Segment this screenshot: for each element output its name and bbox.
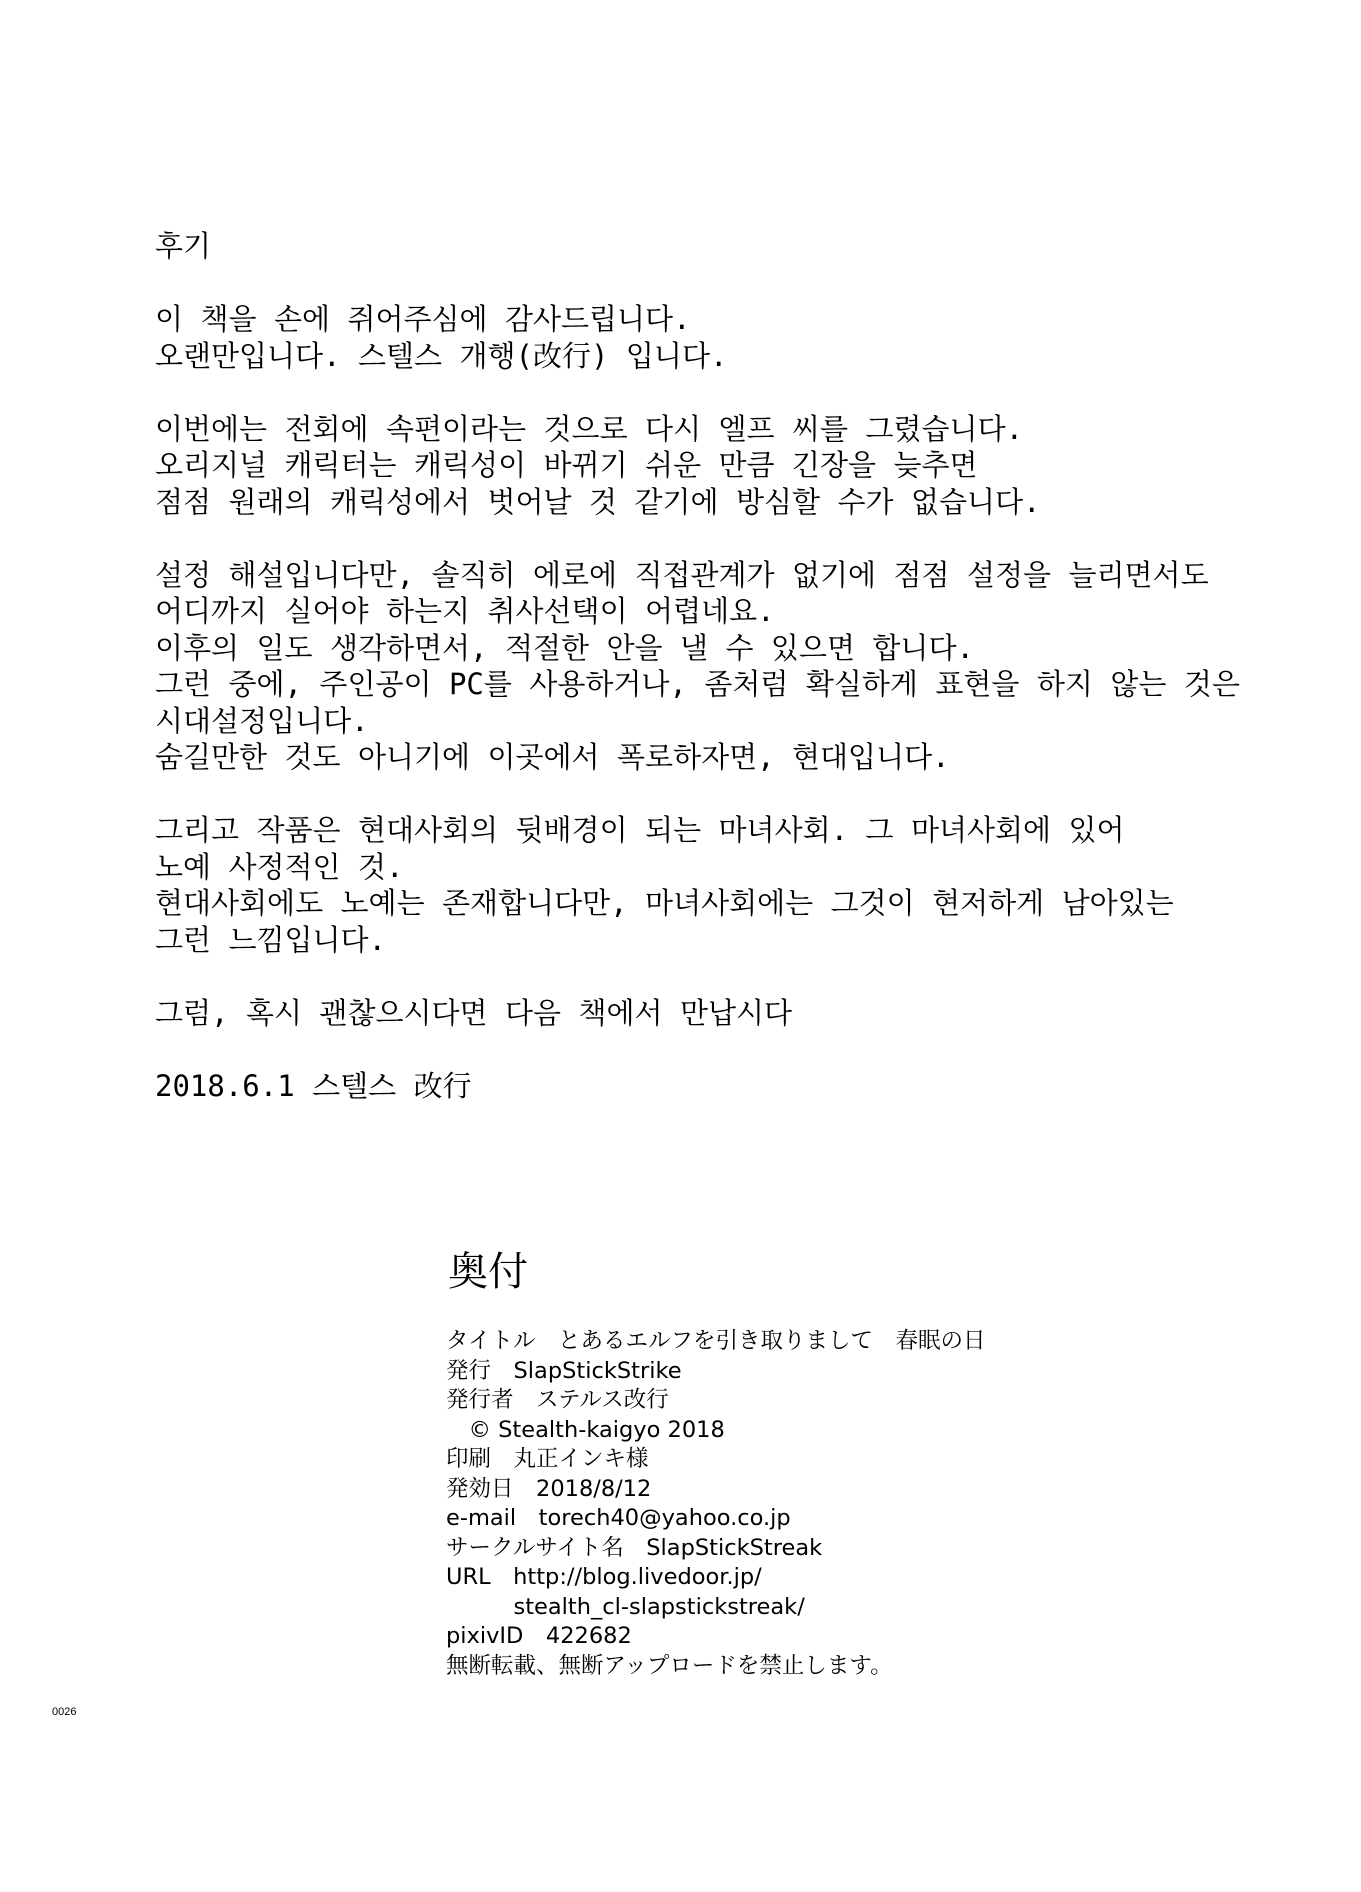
colophon-section bbox=[446, 1327, 1326, 1681]
colophon-email: e-mail torech40@yahoo.co.jp bbox=[446, 1505, 791, 1531]
afterword-heading: 후기 bbox=[155, 229, 212, 263]
colophon-book-title: タイトル とあるエルフを引き取りまして 春眠の日 bbox=[446, 1328, 986, 1354]
afterword-line: 이후의 일도 생각하면서, 적절한 안을 낼 수 있으면 합니다. bbox=[155, 630, 974, 665]
colophon-author: 発行者 ステルス改行 bbox=[446, 1387, 669, 1413]
afterword-line: 그런 느낌입니다. bbox=[155, 922, 387, 957]
afterword-line: 오랜만입니다. 스텔스 개행(改行) 입니다. bbox=[155, 338, 728, 373]
colophon-pixiv-id: pixivID 422682 bbox=[446, 1623, 632, 1649]
colophon-printer: 印刷 丸正インキ様 bbox=[446, 1446, 649, 1472]
afterword-line: 이번에는 전회에 속편이라는 것으로 다시 엘프 씨를 그렸습니다. bbox=[155, 411, 1024, 446]
afterword-line: 그럼, 혹시 괜찮으시다면 다음 책에서 만납시다 bbox=[155, 995, 793, 1030]
paragraph-gap bbox=[155, 265, 1305, 302]
afterword-line: 그런 중에, 주인공이 PC를 사용하거나, 좀처럼 확실하게 표현을 하지 않는 것은 bbox=[155, 667, 1240, 701]
paragraph-gap bbox=[155, 374, 1305, 411]
afterword-line: 시대설정입니다. bbox=[155, 703, 369, 738]
afterword-line: 이 책을 손에 쥐어주심에 감사드립니다. bbox=[155, 302, 691, 336]
afterword-paragraph bbox=[155, 411, 1305, 521]
paragraph-gap bbox=[155, 958, 1305, 995]
afterword-line: 점점 원래의 캐릭성에서 벗어날 것 같기에 방심할 수가 없습니다. bbox=[155, 484, 1041, 519]
paragraph-gap bbox=[155, 520, 1305, 557]
colophon-url-continued: stealth_cl-slapstickstreak/ bbox=[446, 1593, 805, 1620]
afterword-paragraph bbox=[155, 301, 1305, 374]
page-number: 0026 bbox=[52, 1706, 77, 1718]
afterword-paragraph bbox=[155, 557, 1305, 776]
afterword-paragraph bbox=[155, 812, 1305, 958]
afterword-line: 노예 사정적인 것. bbox=[155, 849, 404, 884]
afterword-section bbox=[155, 228, 1305, 1104]
colophon-copyright: © Stealth-kaigyo 2018 bbox=[446, 1416, 725, 1443]
paragraph-gap bbox=[155, 776, 1305, 813]
colophon-notice: 無断転載、無断アップロードを禁止します。 bbox=[446, 1652, 893, 1679]
afterword-line: 어디까지 실어야 하는지 취사선택이 어렵네요. bbox=[155, 594, 775, 628]
afterword-line: 오리지널 캐릭터는 캐릭성이 바뀌기 쉬운 만큼 긴장을 늦추면 bbox=[155, 448, 978, 482]
afterword-signature: 2018.6.1 스텔스 改行 bbox=[155, 1068, 472, 1103]
afterword-line: 현대사회에도 노예는 존재합니다만, 마녀사회에는 그것이 현저하게 남아있는 bbox=[155, 886, 1174, 920]
colophon-url: URL http://blog.livedoor.jp/ bbox=[446, 1564, 762, 1590]
afterword-paragraph bbox=[155, 995, 1305, 1032]
colophon-title: 奥付 bbox=[448, 1249, 528, 1295]
colophon-publisher: 発行 SlapStickStrike bbox=[446, 1357, 682, 1384]
colophon-issue-date: 発効日 2018/8/12 bbox=[446, 1475, 652, 1502]
colophon-circle-site: サークルサイト名 SlapStickStreak bbox=[446, 1534, 823, 1561]
paragraph-gap bbox=[155, 1031, 1305, 1068]
afterword-line: 설정 해설입니다만, 솔직히 에로에 직접관계가 없기에 점점 설정을 늘리면서도 bbox=[155, 557, 1209, 592]
afterword-line: 그리고 작품은 현대사회의 뒷배경이 되는 마녀사회. 그 마녀사회에 있어 bbox=[155, 813, 1125, 847]
afterword-line: 숨길만한 것도 아니기에 이곳에서 폭로하자면, 현대입니다. bbox=[155, 740, 950, 774]
